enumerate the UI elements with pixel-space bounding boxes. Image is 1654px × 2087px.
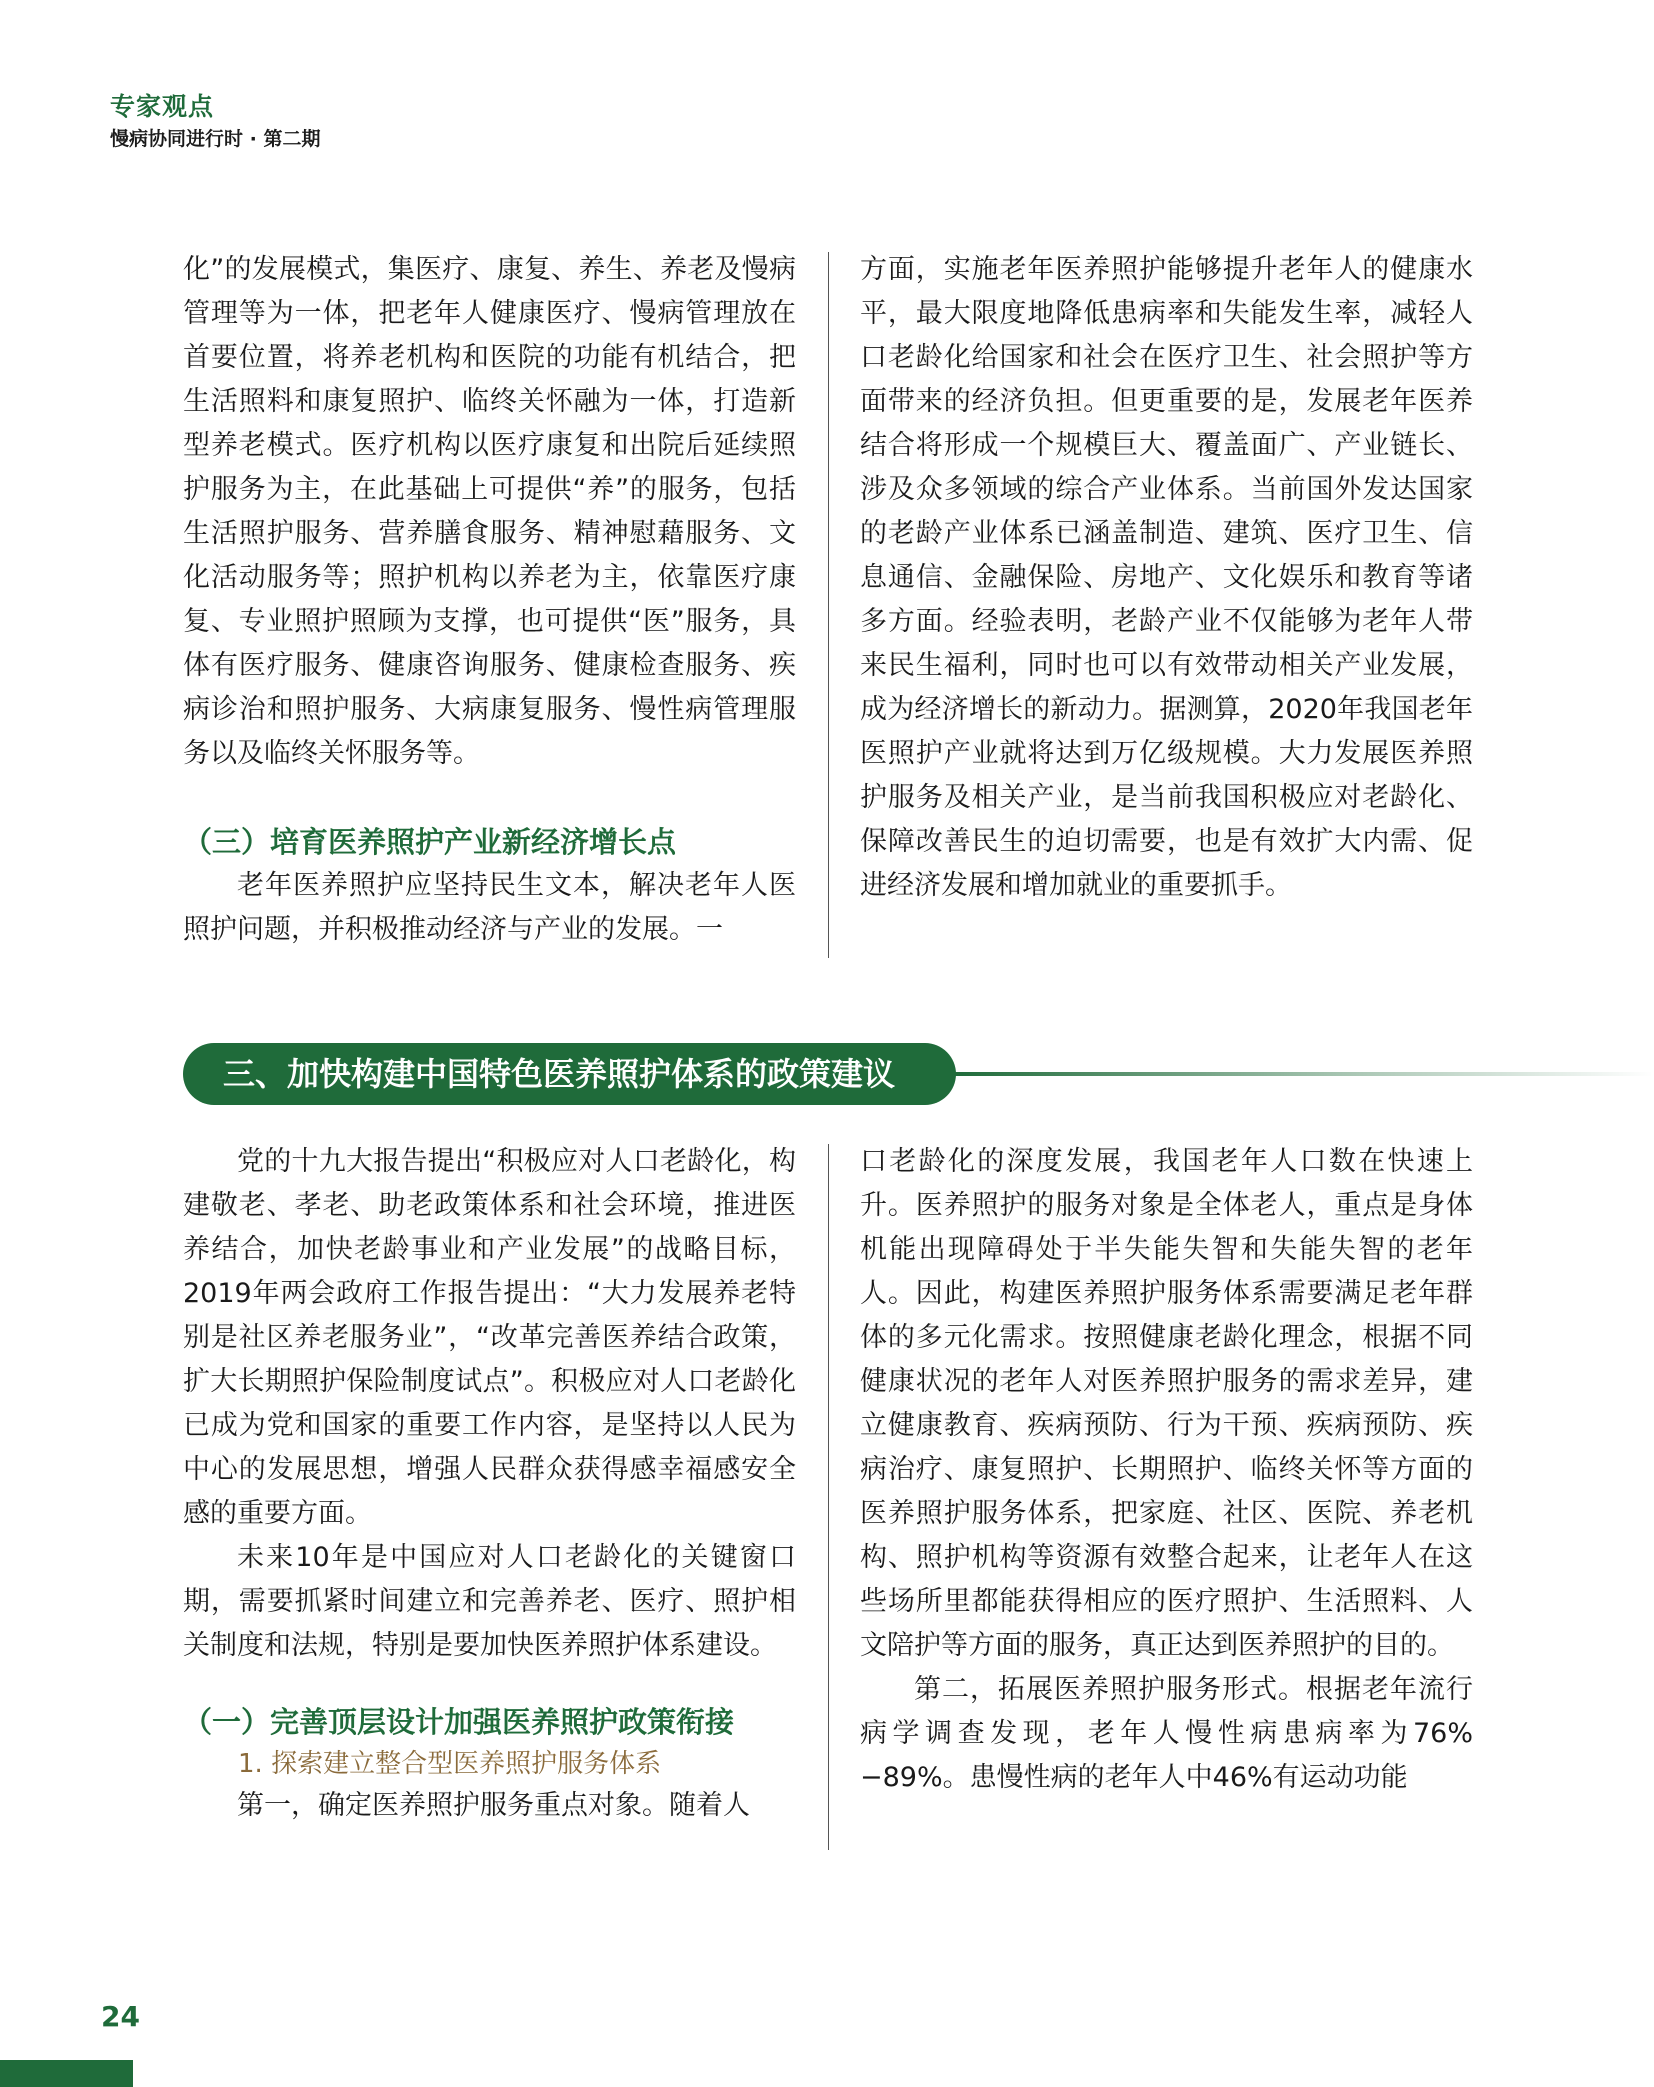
bottom-left-column xyxy=(183,1140,796,1828)
section-heading-3: （三）培育医养照护产业新经济增长点 xyxy=(183,825,677,859)
paragraph: 老年医养照护应坚持民生文本，解决老年人医照护问题，并积极推动经济与产业的发展。一 xyxy=(183,870,796,945)
page-number: 24 xyxy=(101,2000,140,2033)
footer-bar xyxy=(0,2060,133,2087)
page-header xyxy=(110,92,320,152)
paragraph: 第二，拓展医养照护服务形式。根据老年流行病学调查发现，老年人慢性病患病率为76%−89%。患慢性病的老年人中46%有运动功能 xyxy=(860,1674,1473,1793)
paragraph: 方面，实施老年医养照护能够提升老年人的健康水平，最大限度地降低患病率和失能发生率，减轻人口老龄化给国家和社会在医疗卫生、社会照护等方面带来的经济负担。但更重要的是，发展老年医养结合将形成一个规模巨大、覆盖面广、产业链长、涉及众多领域的综合产业体系。当前国外发达国家的老龄产业体系已涵盖制造、建筑、医疗卫生、信息通信、金融保险、房地产、文化娱乐和教育等诸多方面。经验表明，老龄产业不仅能够为老年人带来民生福利，同时也可以有效带动相关产业发展，成为经济增长的新动力。据测算，2020年我国老年医照护产业就将达到万亿级规模。大力发展医养照护服务及相关产业，是当前我国积极应对老龄化、保障改善民生的迫切需要，也是有效扩大内需、促进经济发展和增加就业的重要抓手。 xyxy=(860,254,1473,901)
column-divider xyxy=(828,252,829,958)
paragraph: 化”的发展模式，集医疗、康复、养生、养老及慢病管理等为一体，把老年人健康医疗、慢病管理放在首要位置，将养老机构和医院的功能有机结合，把生活照料和康复照护、临终关怀融为一体，打造新型养老模式。医疗机构以医疗康复和出院后延续照护服务为主，在此基础上可提供“养”的服务，包括生活照护服务、营养膳食服务、精神慰藉服务、文化活动服务等；照护机构以养老为主，依靠医疗康复、专业照护照顾为支撑，也可提供“医”服务，具体有医疗服务、健康咨询服务、健康检查服务、疾病诊治和照护服务、大病康复服务、慢性病管理服务以及临终关怀服务等。 xyxy=(183,254,796,769)
banner-rule xyxy=(953,1072,1653,1076)
issue-subtitle: 慢病协同进行时 · 第二期 xyxy=(110,128,321,150)
banner-title: 三、加快构建中国特色医养照护体系的政策建议 xyxy=(183,1043,956,1105)
paragraph: 未来10年是中国应对人口老龄化的关键窗口期，需要抓紧时间建立和完善养老、医疗、照护相关制度和法规，特别是要加快医养照护体系建设。 xyxy=(183,1542,796,1661)
subsection-heading: 1. 探索建立整合型医养照护服务体系 xyxy=(238,1749,662,1779)
column-divider xyxy=(828,1144,829,1850)
paragraph: 第一，确定医养照护服务重点对象。随着人 xyxy=(237,1790,750,1821)
paragraph: 党的十九大报告提出“积极应对人口老龄化，构建敬老、孝老、助老政策体系和社会环境，推进医养结合，加快老龄事业和产业发展”的战略目标，2019年两会政府工作报告提出：“大力发展养老特别是社区养老服务业”，“改革完善医养结合政策，扩大长期照护保险制度试点”。积极应对人口老龄化已成为党和国家的重要工作内容，是坚持以人民为中心的发展思想，增强人民群众获得感幸福感安全感的重要方面。 xyxy=(183,1146,796,1529)
column-title: 专家观点 xyxy=(110,92,215,121)
section-heading-1: （一）完善顶层设计加强医养照护政策衔接 xyxy=(183,1705,735,1739)
paragraph: 口老龄化的深度发展，我国老年人口数在快速上升。医养照护的服务对象是全体老人，重点是身体机能出现障碍处于半失能失智和失能失智的老年人。因此，构建医养照护服务体系需要满足老年群体的多元化需求。按照健康老龄化理念，根据不同健康状况的老年人对医养照护服务的需求差异，建立健康教育、疾病预防、行为干预、疾病预防、疾病治疗、康复照护、长期照护、临终关怀等方面的医养照护服务体系，把家庭、社区、医院、养老机构、照护机构等资源有效整合起来，让老年人在这些场所里都能获得相应的医疗照护、生活照料、人文陪护等方面的服务，真正达到医养照护的目的。 xyxy=(860,1146,1473,1661)
bottom-right-column xyxy=(860,1140,1473,1800)
top-left-column xyxy=(183,248,796,952)
top-right-column xyxy=(860,248,1473,908)
